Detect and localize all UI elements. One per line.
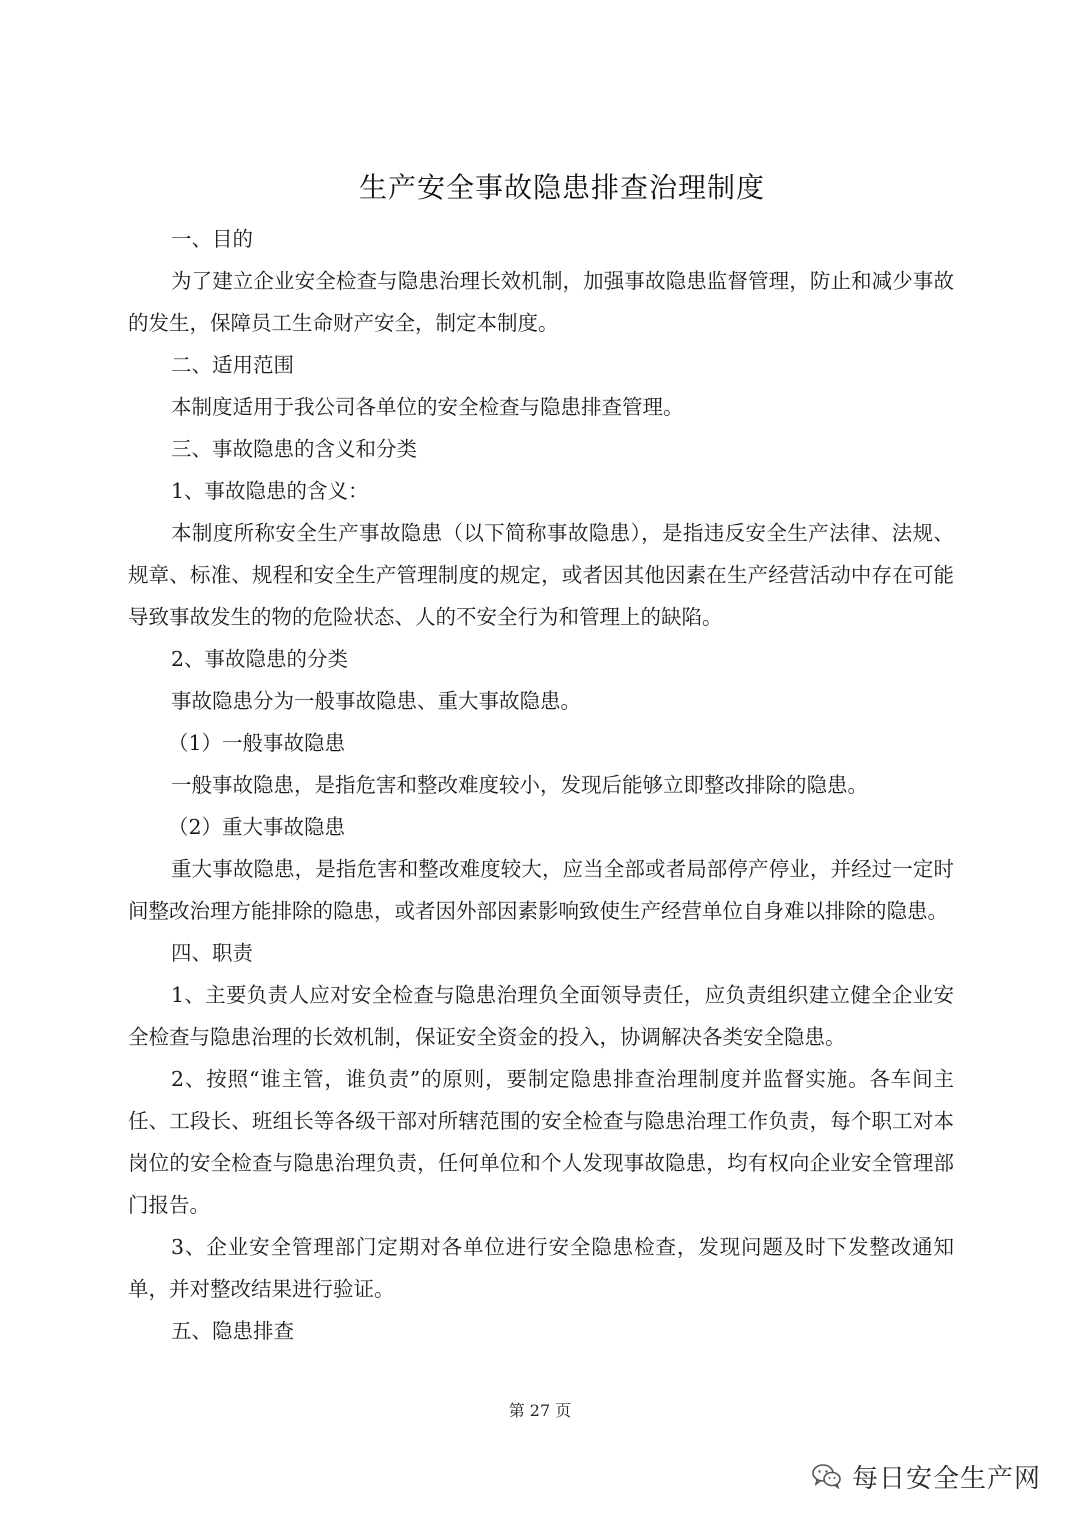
subsection-heading: 2、事故隐患的分类 [171,647,349,671]
paragraph: 1、主要负责人应对安全检查与隐患治理负全面领导责任，应负责组织建立健全企业安全检查与隐患治理的长效机制，保证安全资金的投入，协调解决各类安全隐患。 [128,983,954,1049]
paragraph: 重大事故隐患，是指危害和整改难度较大，应当全部或者局部停产停业，并经过一定时间整改治理方能排除的隐患，或者因外部因素影响致使生产经营单位自身难以排除的隐患。 [128,857,954,923]
subsection-heading: （2）重大事故隐患 [168,815,346,839]
paragraph: 事故隐患分为一般事故隐患、重大事故隐患。 [171,689,581,713]
section-heading: 二、适用范围 [171,353,294,377]
section-heading: 三、事故隐患的含义和分类 [171,437,417,461]
paragraph: 为了建立企业安全检查与隐患治理长效机制，加强事故隐患监督管理，防止和减少事故的发生，保障员工生命财产安全，制定本制度。 [128,269,954,335]
wechat-icon [812,1463,842,1489]
document-body [128,218,954,1352]
document-title: 生产安全事故隐患排查治理制度 [358,171,765,204]
subsection-heading: （1）一般事故隐患 [168,731,346,755]
paragraph: 本制度所称安全生产事故隐患（以下简称事故隐患），是指违反安全生产法律、法规、规章、标准、规程和安全生产管理制度的规定，或者因其他因素在生产经营活动中存在可能导致事故发生的物的危险状态、人的不安全行为和管理上的缺陷。 [128,521,954,629]
section-heading: 一、目的 [171,227,253,251]
paragraph: 2、按照“谁主管，谁负责”的原则，要制定隐患排查治理制度并监督实施。各车间主任、工段长、班组长等各级干部对所辖范围的安全检查与隐患治理工作负责，每个职工对本岗位的安全检查与隐患治理负责，任何单位和个人发现事故隐患，均有权向企业安全管理部门报告。 [128,1067,954,1217]
watermark [812,1456,1041,1496]
paragraph: 3、企业安全管理部门定期对各单位进行安全隐患检查，发现问题及时下发整改通知单，并对整改结果进行验证。 [128,1235,954,1301]
paragraph: 本制度适用于我公司各单位的安全检查与隐患排查管理。 [171,395,684,419]
page-number: 第 27 页 [508,1401,572,1420]
subsection-heading: 1、事故隐患的含义： [171,479,369,503]
section-heading: 五、隐患排查 [171,1319,294,1343]
paragraph: 一般事故隐患，是指危害和整改难度较小，发现后能够立即整改排除的隐患。 [171,773,868,797]
section-heading: 四、职责 [171,941,253,965]
watermark-text: 每日安全生产网 [852,1463,1042,1494]
